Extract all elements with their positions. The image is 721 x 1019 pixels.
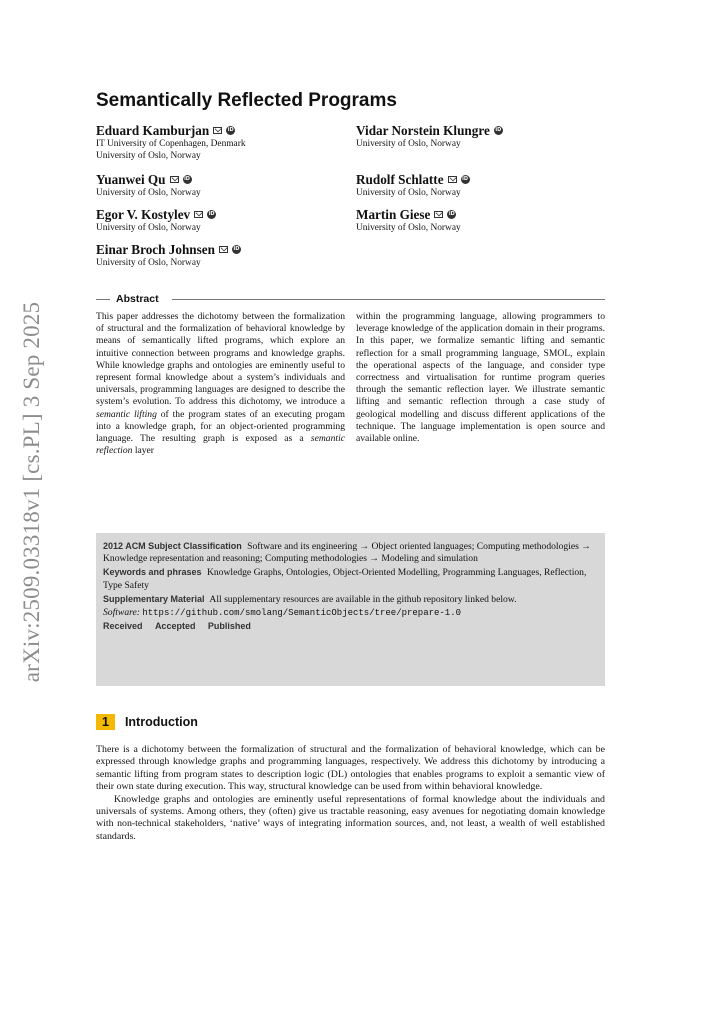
author-block: [96, 172, 346, 199]
keywords: [103, 566, 598, 591]
mail-icon[interactable]: [170, 176, 179, 183]
section-number: 1: [96, 714, 115, 730]
metadata-box: [96, 533, 605, 686]
author-affiliation: University of Oslo, Norway: [96, 151, 201, 161]
keywords-label: Keywords and phrases: [103, 567, 202, 578]
author-affiliation: University of Oslo, Norway: [356, 188, 461, 198]
author-affiliation: University of Oslo, Norway: [356, 223, 461, 233]
published-label: Published: [207, 621, 251, 632]
author-name: [96, 172, 346, 187]
orcid-icon[interactable]: iD: [233, 246, 240, 252]
abstract-label: Abstract: [116, 293, 159, 305]
orcid-icon[interactable]: iD: [184, 176, 190, 182]
author-name: [96, 207, 346, 222]
paragraph: Knowledge graphs and ontologies are eminently useful representations of formal knowledge about the individuals and universals of systems. Among others, they (often) give us tractable reasoning, easy avenues for negotiating domain knowledge with non-technical stakeholders, ‘native’ ways of integrating information sources, and, not least, a wealth of well established standards.: [96, 793, 605, 842]
orcid-icon[interactable]: iD: [448, 211, 455, 217]
arxiv-identifier-stamp: [2, 292, 62, 692]
author-block: [96, 207, 346, 234]
acm-text: Software and its engineering → Object oriented languages; Computing methodologies → Knowledge representation and reasoning; Computing methodologies → Modeling and simulation: [103, 541, 591, 565]
paper-title: Semantically Reflected Programs: [96, 90, 397, 111]
abstract-column-right: within the programming language, allowing programmers to leverage knowledge of the application domain in their programs. In this paper, we formalize semantic lifting and semantic reflection for a small programming language, SMOL, explain the operational aspects of the language, and consider type correctness and virtualisation for runtime program queries through the semantic reflection layer. We illustrate semantic lifting and semantic reflection through a case study of geological modelling and discuss different applications of the technique. The language implementation is open source and available online.: [356, 311, 605, 445]
abstract-header: [96, 293, 605, 307]
orcid-icon[interactable]: iD: [462, 176, 468, 182]
received-label: Received: [103, 621, 143, 632]
author-affiliation: University of Oslo, Norway: [96, 188, 201, 198]
author-name-text: Vidar Norstein Klungre: [356, 123, 490, 138]
author-name-text: Einar Broch Johnsen: [96, 242, 215, 257]
dates-line: [103, 620, 598, 633]
orcid-icon[interactable]: iD: [227, 127, 234, 133]
section-heading: [96, 714, 198, 730]
author-name-text: Eduard Kamburjan: [96, 123, 210, 138]
supplementary-material: [103, 593, 598, 606]
author-affiliation: University of Oslo, Norway: [356, 139, 461, 149]
mail-icon[interactable]: [434, 211, 443, 218]
software-label: Software:: [103, 607, 140, 619]
section-title: Introduction: [124, 715, 198, 729]
author-name: [356, 207, 606, 222]
author-name: [96, 242, 346, 257]
author-name: [356, 172, 606, 187]
orcid-icon[interactable]: iD: [208, 211, 215, 217]
mail-icon[interactable]: [448, 176, 457, 183]
author-name: [356, 123, 606, 138]
author-block: [356, 207, 606, 234]
software-link[interactable]: https://github.com/smolang/SemanticObjects/tree/prepare-1.0: [142, 608, 462, 619]
author-name-text: Yuanwei Qu: [96, 172, 166, 187]
arxiv-id-text: arXiv:2509.03318v1 [cs.PL] 3 Sep 2025: [19, 301, 45, 683]
author-name-text: Egor V. Kostylev: [96, 207, 191, 222]
acm-label: 2012 ACM Subject Classification: [103, 541, 242, 551]
author-block: [356, 172, 606, 199]
author-affiliation: IT University of Copenhagen, Denmark: [96, 139, 246, 149]
supp-label: Supplementary Material: [103, 593, 205, 604]
accepted-label: Accepted: [154, 621, 196, 632]
mail-icon[interactable]: [213, 127, 222, 134]
author-block: [356, 123, 606, 150]
author-name-text: Rudolf Schlatte: [356, 172, 444, 187]
author-block: [96, 123, 346, 162]
abstract-rule-left: [96, 299, 110, 300]
acm-classification: [103, 540, 598, 565]
supp-text: All supplementary resources are available in the github repository linked below.: [209, 593, 517, 605]
abstract-rule-right: [172, 299, 605, 300]
author-name-text: Martin Giese: [356, 207, 431, 222]
author-affiliation: University of Oslo, Norway: [96, 258, 201, 268]
mail-icon[interactable]: [194, 211, 203, 218]
paragraph: There is a dichotomy between the formalization of structural and the formalization of behavioral knowledge, which can be expressed through knowledge graphs and programming languages, respectively. We address this dichotomy by introducing a semantic lifting from program states to description logic (DL) ontologies that enables programs to exploit a semantic view of their own state during execution. This way, structural knowledge can be used from within behavioral knowledge.: [96, 744, 605, 793]
mail-icon[interactable]: [219, 246, 228, 253]
orcid-icon[interactable]: iD: [495, 127, 502, 133]
abstract-column-left: This paper addresses the dichotomy between the formalization of structural and the formalization of behavioral knowledge by means of semantically lifted programs, which explore an intuitive connection between programs and knowledge graphs. While knowledge graphs and ontologies are eminently useful to represent formal knowledge about a system’s individuals and universals, programming languages are designed to describe the system’s evolution. To address this dichotomy, we introduce a semantic lifting of the program states of an executing progam into a knowledge graph, for an object-oriented programming language. The resulting graph is exposed as a semantic reflection layer: [96, 311, 345, 457]
software-line: [103, 607, 598, 619]
author-name: [96, 123, 346, 138]
author-block: [96, 242, 346, 269]
author-affiliation: University of Oslo, Norway: [96, 223, 201, 233]
section-body: [96, 744, 605, 843]
keywords-text: Knowledge Graphs, Ontologies, Object-Oriented Modelling, Programming Languages, Reflection, Type Safety: [103, 567, 587, 591]
